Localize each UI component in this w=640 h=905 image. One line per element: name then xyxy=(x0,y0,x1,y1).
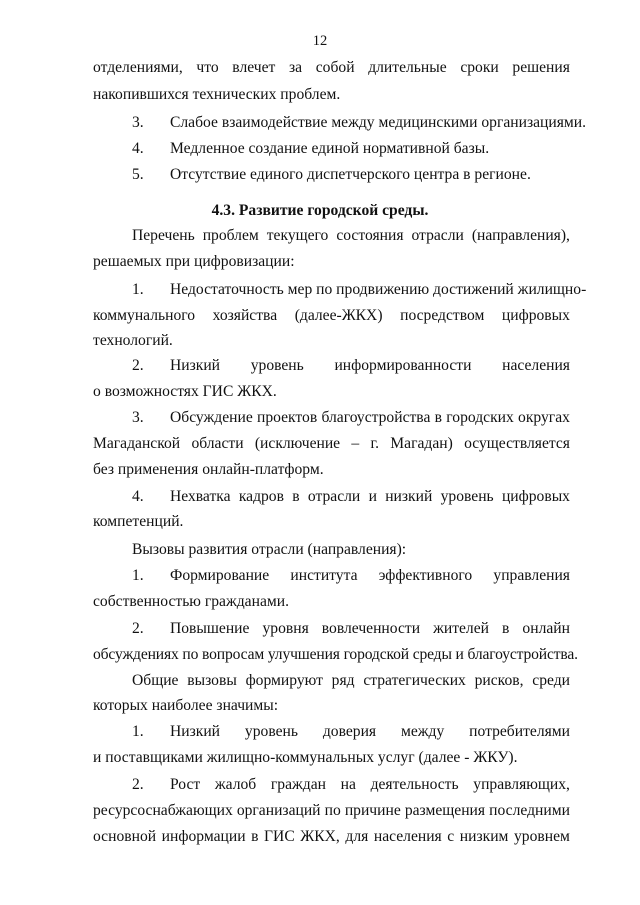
list-number: 2. xyxy=(132,357,144,374)
word: (далее-ЖКХ) xyxy=(294,307,383,324)
word: проблем xyxy=(202,227,259,244)
word: ряд xyxy=(331,672,355,689)
intro-line-1 xyxy=(93,60,570,76)
word: управления xyxy=(493,567,570,584)
list-number: 2. xyxy=(132,776,144,793)
problem-3-line-3: без применения онлайн-платформ. xyxy=(93,461,324,478)
word: за xyxy=(289,59,303,76)
challenge-2-line-2: обсуждениях по вопросам улучшения городской среды и благоустройства. xyxy=(93,646,578,663)
word: городских xyxy=(446,409,514,426)
word: сроки xyxy=(460,59,499,76)
word: института xyxy=(290,567,358,584)
problem-2-line-2: о возможностях ГИС ЖКХ. xyxy=(93,383,277,400)
word: низким xyxy=(459,828,509,845)
word: на xyxy=(340,776,356,793)
word: в xyxy=(251,828,259,845)
problem-4-line-1 xyxy=(170,489,570,505)
problem-1-line-3: технологий. xyxy=(93,332,173,349)
word: уровня xyxy=(262,620,309,637)
word: осуществляется xyxy=(464,435,570,452)
list-number: 3. xyxy=(132,114,144,131)
word: Рост xyxy=(170,776,201,793)
word: жалоб xyxy=(214,776,257,793)
word: г. xyxy=(370,435,380,452)
word: стратегических xyxy=(363,672,466,689)
word: коммунального xyxy=(93,307,196,324)
challenge-1-line-2: собственностью гражданами. xyxy=(93,593,289,610)
word: доверия xyxy=(322,723,377,740)
word: низкий xyxy=(385,488,433,505)
risk-2-line-2 xyxy=(93,803,570,819)
word: информированности xyxy=(334,357,472,374)
word: для xyxy=(345,828,369,845)
word: Низкий xyxy=(170,723,221,740)
word: отделениями, xyxy=(93,59,183,76)
word: жителей xyxy=(433,620,489,637)
word: причине xyxy=(344,802,401,819)
word: по xyxy=(324,802,341,819)
word: отрасли xyxy=(411,227,464,244)
word: собой xyxy=(315,59,355,76)
word: влечет xyxy=(232,59,276,76)
word: цифровых xyxy=(501,488,570,505)
word: вызовы xyxy=(187,672,237,689)
challenge-2-line-1 xyxy=(170,621,570,637)
problem-3-line-1 xyxy=(170,410,570,426)
list-number: 1. xyxy=(132,567,144,584)
risk-2-line-1 xyxy=(170,777,570,793)
word: в xyxy=(292,488,300,505)
challenges-intro: Вызовы развития отрасли (направления): xyxy=(132,541,407,558)
word: уровень xyxy=(244,723,298,740)
word: благоустройства xyxy=(321,409,431,426)
list-number: 1. xyxy=(132,723,144,740)
word: текущего xyxy=(266,227,329,244)
problems-intro-line-2: решаемых при цифровизации: xyxy=(93,253,295,270)
list-number: 4. xyxy=(132,488,144,505)
word: среди xyxy=(532,672,570,689)
word: в xyxy=(434,409,443,426)
word: Магадан) xyxy=(390,435,453,452)
problems-intro-line-1 xyxy=(132,228,570,244)
word: уровень xyxy=(440,488,494,505)
word: между xyxy=(400,723,445,740)
word: онлайн xyxy=(522,620,570,637)
word: рисков, xyxy=(474,672,524,689)
word: организаций xyxy=(236,802,321,819)
word: состояния xyxy=(336,227,404,244)
list-item-text: Слабое взаимодействие между медицинскими организациями. xyxy=(170,114,587,131)
word: хозяйства xyxy=(212,307,278,324)
word: вовлеченности xyxy=(321,620,421,637)
word: Магаданской xyxy=(93,435,181,452)
risks-intro-line-2: которых наиболее значимы: xyxy=(93,697,279,714)
word: ресурсоснабжающих xyxy=(93,802,233,819)
list-item-text: Медленное создание единой нормативной базы. xyxy=(170,140,490,157)
word: размещения xyxy=(404,802,486,819)
word: (направления), xyxy=(471,227,570,244)
risk-1-line-2: и поставщиками жилищно-коммунальных услуг (далее - ЖКУ). xyxy=(93,749,518,766)
word: ГИС xyxy=(264,828,295,845)
word: проектов xyxy=(257,409,318,426)
word: с xyxy=(447,828,455,845)
risks-intro-line-1 xyxy=(132,673,570,689)
word: области xyxy=(191,435,244,452)
page-number: 12 xyxy=(312,33,328,49)
problem-4-line-2: компетенций. xyxy=(93,513,184,530)
list-number: 1. xyxy=(132,281,144,298)
list-item-text: Недостаточность мер по продвижению достижений жилищно- xyxy=(170,281,587,298)
challenge-1-line-1 xyxy=(170,568,570,584)
word: населения xyxy=(373,828,442,845)
word: Нехватка xyxy=(170,488,231,505)
word: отрасли xyxy=(307,488,361,505)
risk-2-line-3 xyxy=(93,829,570,845)
word: кадров xyxy=(238,488,284,505)
problem-2-line-1 xyxy=(170,358,570,374)
word: Повышение xyxy=(170,620,250,637)
word: (исключение xyxy=(254,435,341,452)
word: последними xyxy=(489,802,570,819)
word: формируют xyxy=(245,672,323,689)
word: уровнем xyxy=(513,828,570,845)
word: что xyxy=(196,59,219,76)
list-number: 5. xyxy=(132,166,144,183)
word: потребителями xyxy=(469,723,570,740)
word: длительные xyxy=(368,59,447,76)
word: Формирование xyxy=(170,567,270,584)
word: Обсуждение xyxy=(170,409,253,426)
word: населения xyxy=(502,357,570,374)
word: эффективного xyxy=(378,567,473,584)
word: – xyxy=(351,435,360,452)
word: граждан xyxy=(270,776,326,793)
word: Общие xyxy=(132,672,179,689)
section-heading: 4.3. Развитие городской среды. xyxy=(211,202,429,219)
problem-1-line-2 xyxy=(93,308,570,324)
problem-3-line-2 xyxy=(93,436,570,452)
list-number: 4. xyxy=(132,140,144,157)
risk-1-line-1 xyxy=(170,724,570,740)
word: уровень xyxy=(250,357,304,374)
list-item-text: Отсутствие единого диспетчерского центра в регионе. xyxy=(170,166,531,183)
word: Перечень xyxy=(132,227,195,244)
list-number: 3. xyxy=(132,409,144,426)
word: управляющих, xyxy=(473,776,570,793)
word: ЖКХ, xyxy=(300,828,340,845)
word: округах xyxy=(518,409,570,426)
word: информации xyxy=(161,828,246,845)
word: в xyxy=(502,620,510,637)
word: цифровых xyxy=(501,307,570,324)
word: посредством xyxy=(400,307,485,324)
word: и xyxy=(368,488,377,505)
word: основной xyxy=(93,828,157,845)
intro-line-2: накопившихся технических проблем. xyxy=(93,86,341,103)
word: деятельность xyxy=(370,776,459,793)
word: решения xyxy=(512,59,570,76)
word: Низкий xyxy=(170,357,221,374)
list-number: 2. xyxy=(132,620,144,637)
